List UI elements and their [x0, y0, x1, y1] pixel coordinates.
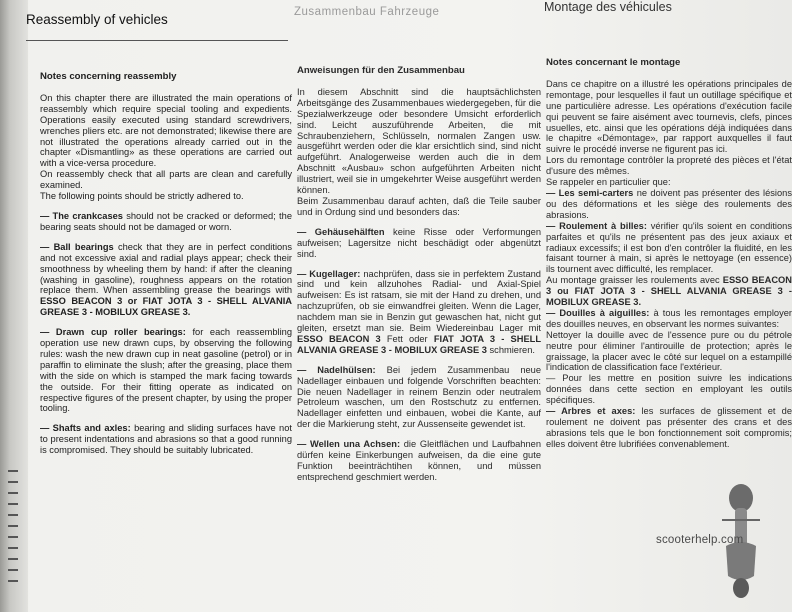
shafts-heading: — Shafts and axles:	[40, 423, 131, 434]
ball-bearings-heading: — Ball bearings	[40, 241, 114, 252]
german-column	[297, 66, 541, 492]
german-title: Anweisungen für den Zusammenbau	[297, 65, 465, 76]
french-arbres	[546, 406, 792, 450]
nadel-text: Bei jedem Zusammenbau neue Nadellager einbauen und folgende Vorschriften beachten: Die neuen Nadellager in reinem Benzin oder neutralem Petroleum waschen, um den Rostschutz zu entfernen. Nadellager einfetten und einbauen, wobei die Kante, auf der die Markierung steht, zur Aussenseite gewendet ist.	[297, 364, 542, 430]
binding-marks	[8, 470, 20, 600]
crankcases-text: should not be cracked or deformed; the bearing seats should not be damaged or worn.	[40, 210, 292, 232]
english-ball-bearings	[40, 242, 292, 318]
gehause-heading: — Gehäusehälften	[297, 226, 385, 237]
carters-text: ne doivent pas présenter des lésions ou des déformations et les siège des roulements des abrasions.	[546, 187, 792, 220]
roulement-heading: — Roulement à billes:	[546, 220, 647, 231]
grease-brands: ESSO BEACON 3 or FIAT JOTA 3 - SHELL ALVANIA GREASE 3 - MOBILUX GREASE 3.	[40, 296, 292, 318]
kugellager-brand-1: ESSO BEACON 3	[297, 333, 381, 344]
english-points: The following points should be strictly adhered to.	[40, 191, 244, 202]
header-rule	[26, 40, 288, 41]
roulement-text: vérifier qu'ils soient en conditions parfaites et qu'ils ne présentent pas des jeux axiaux et radiaux excessifs; il est bon d'en contrôler la fluidité, en les faisant tourner à main, si après le nettoyage (en essence) ils tournent avec difficulté, les remplacer.	[546, 220, 792, 275]
arbres-text: les surfaces de glissement et de roulement ne doivent pas présenter des crans et des abrasions tels que le bon fonctionnement soit compromis; elles doivent être lubrifiées convenablement.	[546, 406, 792, 449]
douilles-text: à tous les remontages employer des douilles neuves, en observant les normes suivantes:	[546, 307, 792, 329]
kugellager-brand-2: FIAT JOTA 3 - SHELL ALVANIA GREASE 3 - MOBILUX GREASE 3	[297, 333, 542, 355]
french-douilles	[546, 308, 792, 330]
english-crankcases	[40, 211, 292, 233]
carters-heading: — Les semi-carters	[546, 187, 634, 198]
arbres-heading: — Arbres et axes:	[546, 406, 636, 417]
watermark-text: scooterhelp.com	[656, 534, 744, 546]
french-au-montage	[546, 275, 792, 308]
french-column	[546, 58, 792, 450]
french-roulement	[546, 221, 792, 276]
kugellager-end: schmieren.	[489, 344, 535, 355]
kugellager-heading: — Kugellager:	[297, 268, 361, 279]
au-montage-brands: ESSO BEACON 3 ou FIAT JOTA 3 - SHELL ALVANIA GREASE 3 - MOBILUX GREASE 3.	[546, 275, 792, 308]
french-intro: Dans ce chapitre on a illustré les opérations principales de remontage, pour lesquelles il faut un outillage spécifique et une particulière adresse. Les opérations d'exécution facile qui peuvent se faire aisément avec tournevis, clefs, pinces usuelles, etc. ainsi que les opérations déjà indiquées dans le chapitre «Démontage», par rapport auxquelles il faut suivre le procédé inverse ne figurent pas ici.	[546, 78, 792, 155]
french-title: Notes concernant le montage	[546, 57, 681, 68]
french-check: Lors du remontage contrôler la propreté des pièces et l'état d'usure des mêmes.	[546, 155, 792, 177]
german-wellen	[297, 439, 541, 483]
crankcases-heading: — The crankcases	[40, 210, 123, 221]
french-carters	[546, 188, 792, 221]
shafts-text: bearing and sliding surfaces have not to present indentations and abrasions so that a good running is compromised. They should be suitably lubricated.	[40, 423, 292, 456]
header-french: Montage des véhicules	[544, 0, 672, 14]
english-column	[40, 72, 292, 465]
ball-bearings-text: check that they are in perfect conditions and not excessive axial and radial plays appear; check their smoothness by wheeling them by hand: if after the cleaning (washing in gasoline), roughness appears on the rotation replace them.	[40, 241, 292, 296]
german-nadel	[297, 365, 541, 430]
german-kugellager	[297, 269, 541, 356]
nadel-heading: — Nadelhülsen:	[297, 364, 376, 375]
douilles-heading: — Douilles à aiguilles:	[546, 307, 650, 318]
wellen-text: die Gleitflächen und Laufbahnen dürfen keine Einkerbungen aufweisen, da die eine gute Funktion beeinträchtihen können, und müssen entsprechend geschmiert werden.	[297, 439, 541, 482]
english-shafts	[40, 423, 292, 456]
header-english: Reassembly of vehicles	[26, 12, 168, 27]
german-check: Beim Zusammenbau darauf achten, daß die Teile sauber und in Ordung sind und besonders das:	[297, 195, 541, 217]
english-intro: On this chapter there are illustrated the main operations of reassembly which require special tooling and expedients. Operations easily executed using standard screwdrivers, wrenches pliers etc. are not demonstrated; likewise there are not illustrated the operations already carried out in the chapter «Dismantling» as these operations are carried out with a vice-versa procedure.	[40, 92, 292, 169]
wellen-heading: — Wellen una Achsen:	[297, 439, 401, 450]
english-title: Notes concerning reassembly	[40, 71, 177, 82]
german-intro: In diesem Abschnitt sind die hauptsächlichsten Arbeitsgänge des Zusammenbaues wiedergegeben, für die Spezialwerkzeuge oder besondere Umsicht erforderlich sind. Leicht auszuführende Arbeiten, die mit Schraubenziehern, Schlüsseln, normalen Zangen usw. ausgeführt werden oder die klar ersichtlich sind, sind nicht aufgeführt. Analogerweise werden auch die in dem Abschnitt «Ausbau» schon aufgeführten Arbeiten nicht illustriert, weil sie in umgekehrter Weise ausgeführt werden können.	[297, 86, 541, 196]
au-montage-text: Au montage graisser les roulements avec	[546, 275, 720, 286]
english-check: On reassembly check that all parts are clean and carefully examined.	[40, 169, 292, 191]
drawn-cup-heading: — Drawn cup roller bearings:	[40, 327, 186, 338]
grease-text: When assembling grease the bearings with	[103, 285, 292, 296]
french-nettoyer: Nettoyer la douille avec de l'essence pure ou du pétrole neutre pour éliminer l'antirouille de protection; après le graissage, la placer avec le côté sur lequel on a estampillé l'indication de classification face l'extérieur.	[546, 329, 792, 373]
german-gehause	[297, 227, 541, 260]
gehause-text: keine Risse oder Verformungen aufweisen; Lagersitze nicht beschädigt oder abgenützt sind.	[297, 226, 542, 259]
drawn-cup-text: for each reassembling operation use new drawn cups, by observing the following rules: wash the new drawn cup in neat gasoline (petrol) or in paraffin to eliminate the slush; after the greasing, place them with the side on which is stamped the mark facing towards the outside. For their fitting operate as indicated on respective figures of the present chapter, by using the proper tooling.	[40, 327, 292, 414]
book-spine-shadow	[0, 0, 28, 612]
kugellager-mid: Fett oder	[386, 333, 428, 344]
french-pour: — Pour les mettre en position suivre les indications données dans cette section en employant les outils spécifiques.	[546, 373, 792, 406]
english-drawn-cup	[40, 327, 292, 414]
french-rappeler: Se rappeler en particulier que:	[546, 177, 671, 188]
header-german: Zusammenbau Fahrzeuge	[294, 6, 440, 18]
kugellager-text: nachprüfen, dass sie in perfektem Zustand sind und kein allzuhohes Radial- und Axial-Spiel aufweisen: Es ist ratsam, sie mit der Hand zu drehen, und nachzuprüfen, ob sie einwandfrei gleiten. Wenn die Lager, nachdem man sie in Benzin gut gewaschen hat, nicht gut gleiten, ersetzt man sie. Beim Wiedereinbau Lager mit	[297, 268, 541, 334]
